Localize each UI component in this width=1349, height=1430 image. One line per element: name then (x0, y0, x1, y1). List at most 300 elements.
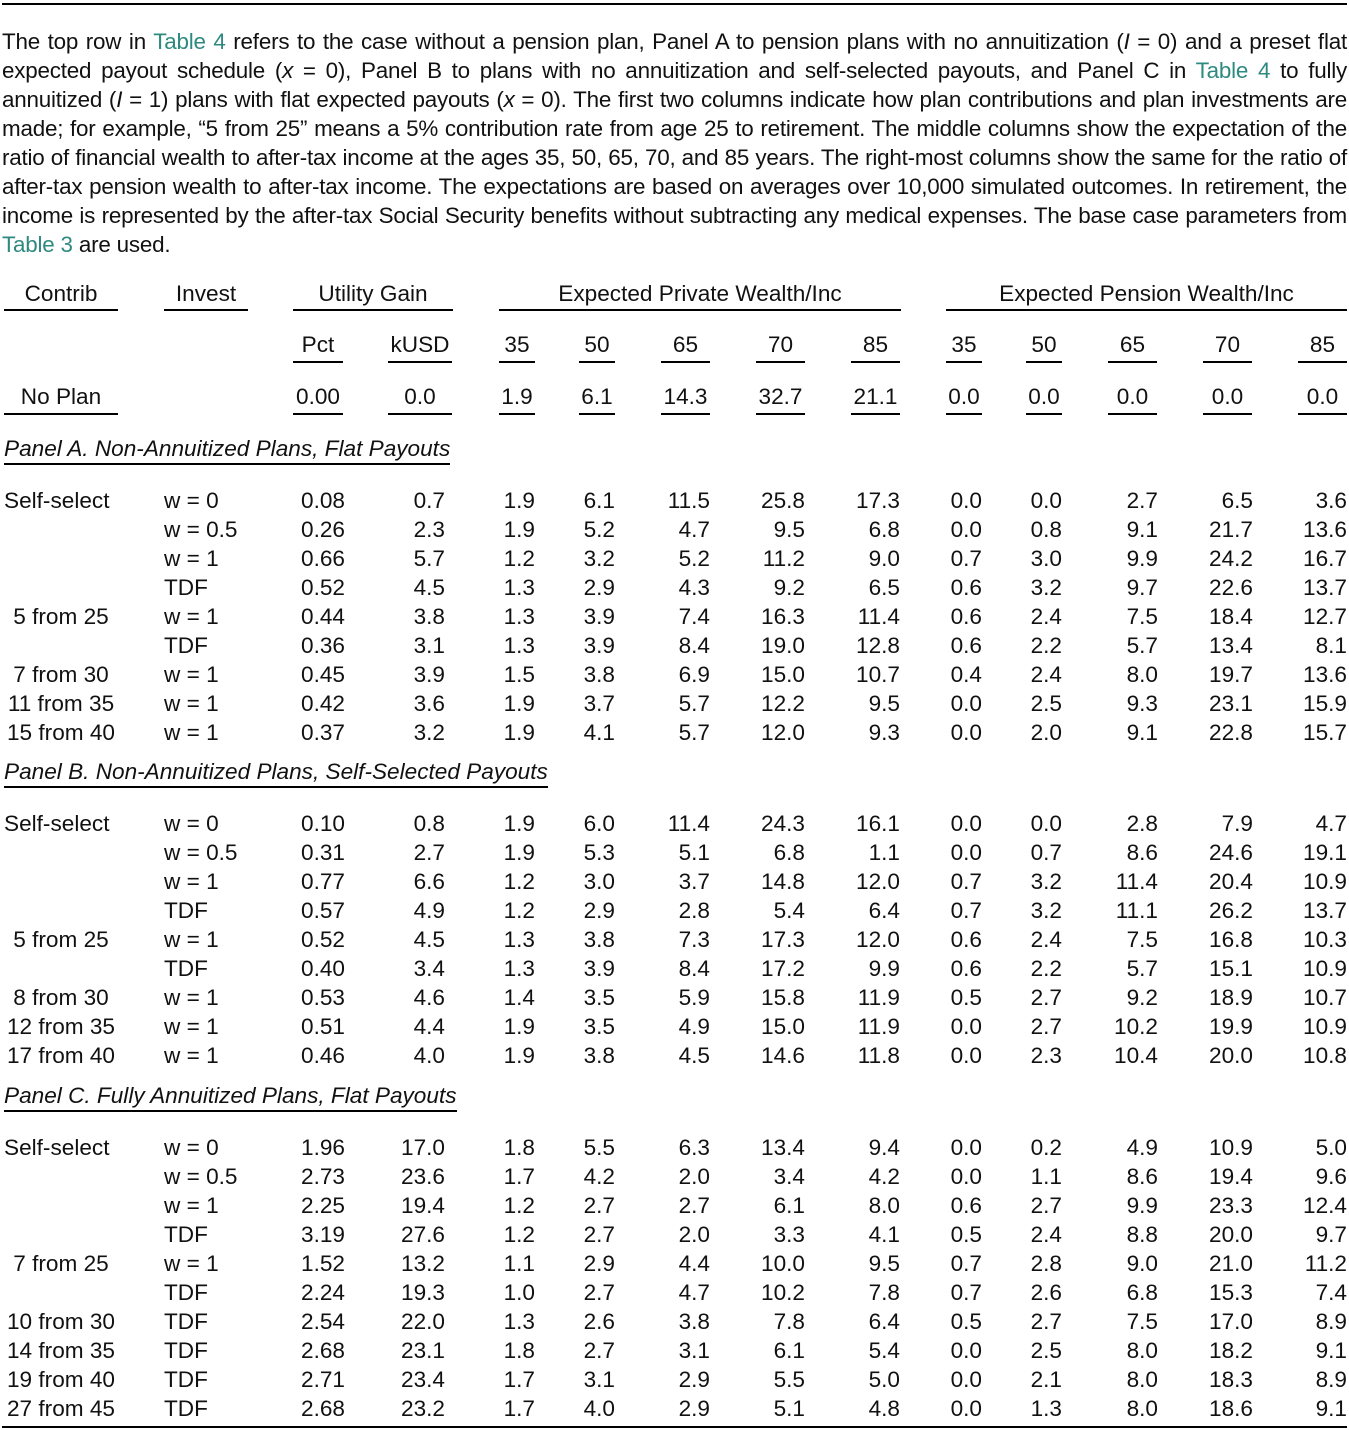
table-cell: 6.4 (868, 898, 900, 923)
contrib-cell: 5 from 25 (13, 604, 109, 629)
table-cell: 0.7 (950, 869, 982, 894)
table-cell: 1.2 (503, 898, 535, 923)
bottom-rule (2, 1426, 1347, 1428)
table-cell: 7.9 (1221, 811, 1253, 836)
table-cell: 0.37 (301, 720, 345, 745)
table-cell: 5.5 (773, 1367, 805, 1392)
table-cell: 0.0 (950, 720, 982, 745)
table-cell: 1.9 (501, 384, 533, 409)
table-cell: 26.2 (1209, 898, 1253, 923)
table-cell: 3.19 (301, 1222, 345, 1247)
table-cell: 18.2 (1209, 1338, 1253, 1363)
table-cell: 2.25 (301, 1193, 345, 1218)
table-cell: 2.73 (301, 1164, 345, 1189)
table-cell: 6.5 (1221, 488, 1253, 513)
header-invest-rule (164, 309, 248, 311)
column-header: 35 (951, 332, 977, 357)
table-cell: 0.26 (301, 517, 345, 542)
table-cell: 9.5 (868, 1251, 900, 1276)
table-cell: 2.7 (1030, 1193, 1062, 1218)
table-cell: 4.7 (678, 517, 710, 542)
table-cell: 1.7 (503, 1396, 535, 1421)
table-cell: 5.0 (868, 1367, 900, 1392)
table-cell: 7.8 (868, 1280, 900, 1305)
table-cell: 0.6 (950, 604, 982, 629)
table-cell: 6.8 (868, 517, 900, 542)
invest-cell: w = 1 (164, 1193, 219, 1218)
table-cell: 0.66 (301, 546, 345, 571)
table-cell: 6.9 (678, 662, 710, 687)
table-cell: 8.6 (1126, 1164, 1158, 1189)
header-utility-gain-rule (293, 309, 453, 311)
table-cell: 0.57 (301, 898, 345, 923)
table-cell: 8.0 (1126, 1367, 1158, 1392)
table-cell: 2.4 (1030, 662, 1062, 687)
table-cell: 0.00 (296, 384, 340, 409)
table-cell: 24.3 (761, 811, 805, 836)
table-cell: 12.0 (856, 869, 900, 894)
table-cell: 1.3 (503, 956, 535, 981)
table-cell: 9.0 (868, 546, 900, 571)
header-contrib: Contrib (24, 281, 98, 306)
table-cell: 4.0 (583, 1396, 615, 1421)
table-cell: 2.6 (583, 1309, 615, 1334)
invest-cell: w = 0 (164, 811, 219, 836)
table-cell: 9.7 (1315, 1222, 1347, 1247)
table-cell: 0.10 (301, 811, 345, 836)
table-cell: 5.7 (1126, 633, 1158, 658)
table-cell: 2.54 (301, 1309, 345, 1334)
table-cell: 1.96 (301, 1135, 345, 1160)
invest-cell: w = 0.5 (164, 1164, 238, 1189)
table-cell: 3.4 (413, 956, 445, 981)
invest-cell: w = 0 (164, 1135, 219, 1160)
no-plan-label: No Plan (20, 384, 102, 409)
no-plan-value-rule (1108, 413, 1157, 415)
table-cell: 24.2 (1209, 546, 1253, 571)
column-header-rule (388, 361, 452, 363)
column-header-rule (499, 361, 535, 363)
no-plan-value-rule (1298, 413, 1347, 415)
table-cell: 2.9 (678, 1367, 710, 1392)
table-cell: 0.7 (950, 546, 982, 571)
no-plan-value-rule (851, 413, 900, 415)
header-pension-wealth: Expected Pension Wealth/Inc (999, 281, 1294, 306)
header-private-wealth: Expected Private Wealth/Inc (558, 281, 842, 306)
table-cell: 0.6 (950, 956, 982, 981)
table-cell: 12.2 (761, 691, 805, 716)
table-cell: 6.5 (868, 575, 900, 600)
table-cell: 3.2 (1030, 869, 1062, 894)
table-cell: 10.9 (1303, 956, 1347, 981)
table-cell: 2.4 (1030, 1222, 1062, 1247)
table-cell: 2.4 (1030, 604, 1062, 629)
table-cell: 13.7 (1303, 898, 1347, 923)
table-cell: 4.9 (413, 898, 445, 923)
table-cell: 0.52 (301, 575, 345, 600)
invest-cell: TDF (164, 1338, 208, 1363)
table-cell: 8.0 (1126, 1338, 1158, 1363)
caption-text: I (116, 87, 123, 112)
invest-cell: w = 1 (164, 662, 219, 687)
table-cell: 0.2 (1030, 1135, 1062, 1160)
table-cell: 12.0 (761, 720, 805, 745)
invest-cell: w = 1 (164, 927, 219, 952)
table-cell: 0.8 (1030, 517, 1062, 542)
table-cell: 0.0 (950, 488, 982, 513)
table-cell: 4.0 (413, 1043, 445, 1068)
table-cell: 1.3 (503, 633, 535, 658)
table-cell: 5.2 (583, 517, 615, 542)
column-header: Pct (301, 332, 335, 357)
table-cell: 2.7 (583, 1193, 615, 1218)
table-cell: 17.0 (1209, 1309, 1253, 1334)
table-cell: 0.0 (950, 811, 982, 836)
table-cell: 1.9 (503, 488, 535, 513)
table-cell: 3.1 (678, 1338, 710, 1363)
table-cell: 15.9 (1303, 691, 1347, 716)
column-header-rule (1108, 361, 1157, 363)
table-cell: 0.5 (950, 1309, 982, 1334)
caption-text: The top row in (2, 29, 154, 54)
table-cell: 11.2 (762, 546, 805, 571)
invest-cell: TDF (164, 898, 208, 923)
table-cell: 9.2 (773, 575, 805, 600)
table-cell: 18.4 (1209, 604, 1253, 629)
table-cell: 2.24 (301, 1280, 345, 1305)
table-cell: 23.1 (1209, 691, 1253, 716)
table-cell: 5.7 (413, 546, 445, 571)
table-cell: 0.0 (1030, 811, 1062, 836)
table-cell: 7.4 (678, 604, 710, 629)
column-header-rule (661, 361, 710, 363)
column-header: 85 (862, 332, 889, 357)
column-header-rule (1298, 361, 1347, 363)
table-cell: 2.7 (1030, 1309, 1062, 1334)
table-cell: 0.7 (950, 1251, 982, 1276)
table-cell: 1.1 (1030, 1164, 1062, 1189)
table-cell: 2.9 (583, 898, 615, 923)
table-cell: 16.3 (761, 604, 805, 629)
table-cell: 8.0 (1126, 1396, 1158, 1421)
table-cell: 4.1 (868, 1222, 900, 1247)
table-cell: 0.8 (413, 811, 445, 836)
table-cell: 9.1 (1126, 517, 1158, 542)
table-cell: 17.2 (761, 956, 805, 981)
table-cell: 8.9 (1315, 1367, 1347, 1392)
table-cell: 4.9 (678, 1014, 710, 1039)
table-cell: 11.8 (857, 1043, 900, 1068)
table-cell: 3.7 (583, 691, 615, 716)
table-cell: 4.4 (413, 1014, 445, 1039)
table-reference-link[interactable]: Table 4 (153, 29, 226, 54)
table-cell: 7.4 (1315, 1280, 1347, 1305)
table-cell: 9.3 (1126, 691, 1158, 716)
table-cell: 1.3 (1030, 1396, 1062, 1421)
table-cell: 21.7 (1209, 517, 1253, 542)
table-reference-link[interactable]: Table 4 (1195, 58, 1271, 83)
table-cell: 9.5 (868, 691, 900, 716)
column-header-rule (579, 361, 615, 363)
table-cell: 0.0 (950, 1338, 982, 1363)
table-cell: 9.1 (1315, 1338, 1347, 1363)
table-cell: 3.8 (583, 662, 615, 687)
table-cell: 19.7 (1209, 662, 1253, 687)
table-cell: 4.8 (868, 1396, 900, 1421)
table-cell: 2.7 (583, 1338, 615, 1363)
column-header: 70 (1214, 332, 1241, 357)
table-cell: 4.5 (678, 1043, 710, 1068)
invest-cell: TDF (164, 575, 208, 600)
table-cell: 2.9 (678, 1396, 710, 1421)
table-cell: 18.9 (1209, 985, 1253, 1010)
header-pension-wealth-rule (946, 309, 1347, 311)
table-cell: 9.9 (1126, 1193, 1158, 1218)
table-cell: 1.3 (503, 1309, 535, 1334)
table-cell: 0.51 (301, 1014, 345, 1039)
table-cell: 0.42 (301, 691, 345, 716)
invest-cell: TDF (164, 956, 208, 981)
table-cell: 10.0 (761, 1251, 805, 1276)
table-cell: 2.8 (1126, 811, 1158, 836)
table-cell: 22.0 (401, 1309, 445, 1334)
column-header: 85 (1309, 332, 1336, 357)
table-cell: 6.1 (581, 384, 613, 409)
table-cell: 2.5 (1030, 691, 1062, 716)
table-cell: 8.6 (1126, 840, 1158, 865)
table-cell: 5.0 (1315, 1135, 1347, 1160)
table-cell: 18.3 (1209, 1367, 1253, 1392)
table-cell: 2.0 (678, 1164, 710, 1189)
table-cell: 9.5 (773, 517, 805, 542)
table-cell: 1.8 (503, 1135, 535, 1160)
table-cell: 0.46 (301, 1043, 345, 1068)
no-plan-value-rule (579, 413, 615, 415)
column-header-rule (946, 361, 982, 363)
table-cell: 17.0 (401, 1135, 445, 1160)
table-cell: 0.77 (301, 869, 345, 894)
table-cell: 2.0 (1030, 720, 1062, 745)
table-cell: 1.8 (503, 1338, 535, 1363)
table-cell: 14.3 (663, 384, 708, 409)
column-header: 50 (584, 332, 610, 357)
table-cell: 0.0 (950, 840, 982, 865)
no-plan-value-rule (388, 413, 452, 415)
table-cell: 3.5 (583, 1014, 615, 1039)
column-header-rule (293, 361, 343, 363)
column-header-rule (756, 361, 805, 363)
no-plan-label-rule (4, 413, 118, 415)
column-header: 35 (504, 332, 530, 357)
table-cell: 5.7 (1126, 956, 1158, 981)
invest-cell: w = 1 (164, 604, 219, 629)
table-cell: 5.1 (773, 1396, 805, 1421)
table-cell: 3.4 (773, 1164, 805, 1189)
table-cell: 15.3 (1209, 1280, 1253, 1305)
table-cell: 2.7 (413, 840, 445, 865)
contrib-cell: 19 from 40 (6, 1367, 115, 1392)
table-cell: 0.0 (1030, 488, 1062, 513)
no-plan-value-rule (756, 413, 805, 415)
table-cell: 19.4 (1209, 1164, 1253, 1189)
table-cell: 5.7 (678, 691, 710, 716)
table-cell: 1.2 (503, 1222, 535, 1247)
table-cell: 2.2 (1030, 633, 1062, 658)
table-cell: 16.7 (1303, 546, 1347, 571)
table-cell: 5.3 (583, 840, 615, 865)
table-cell: 1.3 (503, 604, 535, 629)
table-reference-link[interactable]: Table 3 (2, 232, 73, 257)
table-cell: 2.7 (583, 1222, 615, 1247)
table-cell: 0.6 (950, 1193, 982, 1218)
table-cell: 0.44 (301, 604, 345, 629)
table-cell: 6.8 (1126, 1280, 1158, 1305)
no-plan-value-rule (1026, 413, 1062, 415)
table-cell: 4.1 (583, 720, 615, 745)
table-cell: 19.4 (401, 1193, 445, 1218)
table-cell: 3.9 (583, 604, 615, 629)
table-cell: 2.8 (1030, 1251, 1062, 1276)
invest-cell: TDF (164, 1222, 208, 1247)
column-header-rule (1026, 361, 1062, 363)
table-cell: 6.3 (678, 1135, 710, 1160)
table-cell: 8.4 (678, 633, 710, 658)
table-cell: 0.4 (950, 662, 982, 687)
table-cell: 8.9 (1315, 1309, 1347, 1334)
table-cell: 0.36 (301, 633, 345, 658)
table-cell: 15.0 (761, 1014, 805, 1039)
contrib-cell: Self-select (4, 1135, 110, 1160)
caption-text: refers to the case without a pension plan, Panel A to pension plans with no annuitization ( (225, 29, 1124, 54)
contrib-cell: 12 from 35 (6, 1014, 115, 1039)
table-cell: 0.0 (950, 1367, 982, 1392)
table-cell: 0.6 (950, 633, 982, 658)
invest-cell: TDF (164, 1367, 208, 1392)
table-cell: 5.9 (678, 985, 710, 1010)
contrib-cell: 10 from 30 (6, 1309, 115, 1334)
table-cell: 21.1 (853, 384, 898, 409)
contrib-cell: 27 from 45 (6, 1396, 115, 1421)
invest-cell: w = 1 (164, 691, 219, 716)
table-cell: 1.9 (503, 1014, 535, 1039)
table-cell: 0.0 (948, 384, 980, 409)
table-cell: 10.9 (1303, 1014, 1347, 1039)
header-contrib-rule (4, 309, 118, 311)
contrib-cell: 11 from 35 (7, 691, 115, 716)
invest-cell: w = 1 (164, 869, 219, 894)
table-cell: 3.2 (1030, 898, 1062, 923)
table-cell: 4.4 (678, 1251, 710, 1276)
table-cell: 9.7 (1126, 575, 1158, 600)
table-cell: 23.6 (401, 1164, 445, 1189)
table-cell: 23.1 (401, 1338, 445, 1363)
invest-cell: w = 1 (164, 546, 219, 571)
table-cell: 0.5 (950, 985, 982, 1010)
table-cell: 0.40 (301, 956, 345, 981)
table-cell: 5.7 (678, 720, 710, 745)
table-cell: 3.1 (413, 633, 445, 658)
table-cell: 0.7 (413, 488, 445, 513)
table-cell: 3.9 (583, 956, 615, 981)
table-cell: 3.8 (583, 927, 615, 952)
table-cell: 4.6 (413, 985, 445, 1010)
table-cell: 3.8 (583, 1043, 615, 1068)
table-cell: 5.2 (678, 546, 710, 571)
table-cell: 1.2 (503, 546, 535, 571)
table-cell: 9.6 (1315, 1164, 1347, 1189)
table-cell: 19.3 (401, 1280, 445, 1305)
table-cell: 0.6 (950, 927, 982, 952)
table-cell: 0.0 (950, 1396, 982, 1421)
caption-text: are used. (72, 232, 171, 257)
table-cell: 5.4 (773, 898, 805, 923)
table-cell: 10.8 (1303, 1043, 1347, 1068)
table-cell: 22.8 (1209, 720, 1253, 745)
table-cell: 6.1 (773, 1338, 805, 1363)
no-plan-value-rule (293, 413, 343, 415)
contrib-cell: 7 from 30 (13, 662, 109, 687)
contrib-cell: 8 from 30 (13, 985, 109, 1010)
table-cell: 19.9 (1209, 1014, 1253, 1039)
table-cell: 9.3 (868, 720, 900, 745)
no-plan-value-rule (499, 413, 535, 415)
table-cell: 25.8 (761, 488, 805, 513)
panel-title: Panel B. Non-Annuitized Plans, Self-Selected Payouts (4, 757, 548, 788)
caption-text: x (282, 58, 294, 83)
invest-cell: TDF (164, 633, 208, 658)
table-cell: 1.9 (503, 1043, 535, 1068)
column-header: 50 (1031, 332, 1057, 357)
table-cell: 0.08 (301, 488, 345, 513)
caption-text: x (503, 87, 515, 112)
table-cell: 32.7 (758, 384, 803, 409)
table-cell: 3.8 (678, 1309, 710, 1334)
invest-cell: w = 0 (164, 488, 219, 513)
table-cell: 13.6 (1303, 662, 1347, 687)
table-cell: 5.1 (678, 840, 710, 865)
table-cell: 1.9 (503, 811, 535, 836)
table-cell: 14.6 (761, 1043, 805, 1068)
invest-cell: w = 1 (164, 1251, 219, 1276)
table-cell: 12.8 (856, 633, 900, 658)
table-cell: 3.9 (583, 633, 615, 658)
table-cell: 16.8 (1209, 927, 1253, 952)
table-cell: 19.0 (761, 633, 805, 658)
table-cell: 3.2 (583, 546, 615, 571)
table-cell: 1.1 (503, 1251, 535, 1276)
table-cell: 4.7 (1315, 811, 1347, 836)
table-cell: 7.3 (678, 927, 710, 952)
table-cell: 17.3 (761, 927, 805, 952)
table-cell: 2.4 (1030, 927, 1062, 952)
panel-title: Panel A. Non-Annuitized Plans, Flat Payouts (4, 434, 450, 465)
contrib-cell: 15 from 40 (6, 720, 115, 745)
table-cell: 0.0 (1028, 384, 1060, 409)
caption-text: to fully annuitized ( (2, 58, 1348, 112)
table-cell: 7.5 (1126, 1309, 1158, 1334)
table-cell: 1.9 (503, 720, 535, 745)
table-cell: 6.8 (773, 840, 805, 865)
table-cell: 4.2 (583, 1164, 615, 1189)
table-cell: 12.0 (856, 927, 900, 952)
table-cell: 2.3 (413, 517, 445, 542)
column-header: kUSD (390, 332, 450, 357)
table-cell: 16.1 (856, 811, 900, 836)
table-cell: 2.7 (678, 1193, 710, 1218)
table-cell: 1.7 (503, 1367, 535, 1392)
table-cell: 1.0 (503, 1280, 535, 1305)
table-cell: 15.8 (761, 985, 805, 1010)
